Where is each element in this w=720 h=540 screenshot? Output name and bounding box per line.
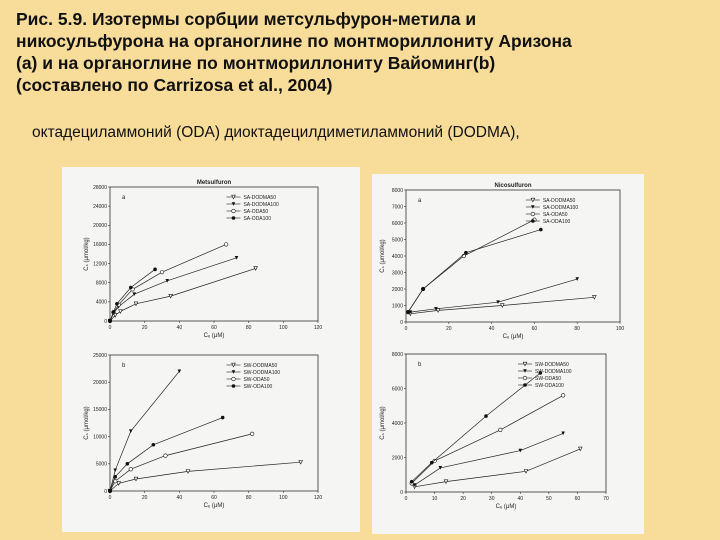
y-tick-label: 4000 [391, 420, 403, 427]
legend-entry: SW-ODA100 [535, 382, 564, 389]
series-line-SW-ODA50 [412, 395, 563, 483]
legend-entry: SA-ODA100 [542, 218, 571, 225]
panel-label: b [122, 363, 126, 369]
y-tick-label: 0 [400, 319, 403, 326]
y-tick-label: 0 [104, 318, 107, 325]
data-point-SA-ODA50 [160, 270, 164, 274]
charts-right-column [372, 174, 644, 534]
data-point-SA-ODA100 [129, 286, 133, 290]
x-tick-label: 0 [108, 325, 112, 331]
legend-entry: SW-DODMA100 [243, 369, 281, 376]
data-point-SA-ODA50 [224, 243, 228, 247]
legend-entry: SW-ODA50 [243, 376, 270, 383]
y-axis-label: Cₛ (μmol/kg) [380, 239, 386, 273]
series-line-SW-DODMA50 [110, 462, 301, 491]
x-tick-label: 60 [574, 496, 581, 502]
panel-label: a [122, 195, 126, 201]
x-axis-label: Cₑ (μM) [203, 503, 225, 509]
x-tick-label: 50 [546, 496, 552, 502]
plot-frame [110, 355, 318, 491]
data-point-SW-ODA50 [250, 432, 254, 436]
data-point-SW-ODA50 [498, 428, 502, 432]
chart-title: Metsulfuron [196, 180, 232, 186]
y-axis-label: Cₛ (μmol/kg) [84, 406, 90, 440]
x-tick-label: 40 [517, 496, 524, 502]
data-point-SW-ODA100 [152, 443, 156, 447]
x-tick-label: 60 [211, 495, 217, 501]
y-tick-label: 8000 [391, 351, 403, 358]
x-tick-label: 20 [141, 325, 148, 331]
y-tick-label: 28000 [93, 184, 107, 191]
plot-frame [406, 190, 620, 322]
y-tick-label: 8000 [391, 187, 403, 194]
y-tick-label: 12000 [93, 261, 107, 268]
data-point-SW-DODMA100 [129, 429, 133, 433]
data-point-SA-ODA100 [115, 302, 119, 306]
charts-left-column [62, 167, 360, 532]
x-tick-label: 20 [460, 496, 466, 502]
data-point-SW-ODA100 [221, 416, 225, 420]
x-tick-label: 80 [245, 495, 252, 501]
legend-entry: SW-DODMA50 [243, 362, 278, 369]
x-tick-label: 10 [431, 496, 438, 502]
x-tick-label: 60 [531, 326, 538, 332]
y-tick-label: 4000 [95, 299, 107, 306]
x-axis-label: Cₑ (μM) [502, 334, 524, 340]
caption-line-4: (составлено по Carrizosa et al., 2004) [16, 75, 333, 95]
y-tick-label: 8000 [95, 280, 107, 287]
legend-marker [232, 377, 236, 381]
data-point-SA-ODA100 [108, 319, 112, 323]
x-tick-label: 20 [141, 495, 148, 501]
data-point-SW-ODA100 [113, 475, 117, 479]
y-tick-label: 0 [400, 489, 403, 496]
legend-entry: SA-DODMA100 [243, 201, 279, 208]
y-tick-label: 15000 [93, 407, 107, 414]
y-axis-label: Cₛ (μmol/kg) [84, 237, 90, 271]
data-point-SA-ODA100 [112, 310, 116, 314]
data-point-SW-ODA50 [129, 467, 133, 471]
x-tick-label: 120 [313, 325, 323, 331]
chart-metsulfuron-a [84, 180, 322, 339]
legend-entry: SA-ODA100 [243, 215, 271, 222]
series-line-SW-DODMA100 [110, 371, 179, 491]
series-line-SA-DODMA50 [110, 268, 256, 321]
data-point-SW-ODA100 [108, 489, 112, 493]
y-tick-label: 1000 [391, 303, 403, 310]
data-point-SW-DODMA50 [578, 447, 582, 451]
data-point-SA-ODA100 [539, 228, 543, 232]
x-tick-label: 70 [603, 496, 609, 502]
y-tick-label: 7000 [391, 204, 403, 211]
legend-entry: SA-ODA50 [243, 208, 269, 215]
y-axis-label: Cₛ (μmol/kg) [380, 406, 386, 440]
legend-entry: SA-ODA50 [542, 211, 568, 218]
x-axis-label: Cₑ (μM) [495, 504, 517, 510]
y-tick-label: 10000 [93, 434, 107, 441]
y-tick-label: 16000 [93, 242, 107, 249]
caption-line-2: никосульфурона на органоглине по монтмориллониту Аризона [16, 31, 572, 51]
x-tick-label: 0 [108, 495, 112, 501]
data-point-SW-ODA100 [430, 461, 434, 465]
data-point-SW-ODA50 [561, 394, 565, 398]
y-tick-label: 6000 [391, 386, 403, 393]
y-tick-label: 2000 [391, 455, 403, 462]
data-point-SW-ODA100 [126, 462, 130, 466]
y-tick-label: 0 [104, 488, 107, 495]
y-tick-label: 2000 [391, 286, 403, 293]
y-tick-label: 5000 [95, 461, 107, 468]
scanned-figure-left [62, 167, 360, 532]
data-point-SA-ODA100 [406, 310, 410, 314]
legend-marker [232, 384, 236, 388]
y-tick-label: 20000 [93, 380, 107, 386]
legend-marker [523, 383, 527, 387]
y-tick-label: 3000 [391, 270, 403, 277]
scanned-figure-right [372, 174, 644, 534]
series-line-SA-ODA50 [408, 220, 534, 312]
legend-marker [232, 216, 236, 220]
legend-marker [531, 219, 535, 223]
legend-marker [531, 212, 535, 216]
x-tick-label: 40 [176, 325, 183, 331]
series-line-SA-ODA50 [110, 244, 226, 321]
chart-nicosulfuron-b [380, 352, 609, 510]
series-line-SW-DODMA100 [415, 433, 563, 485]
y-tick-label: 20000 [93, 223, 107, 230]
x-tick-label: 40 [488, 326, 495, 332]
x-tick-label: 100 [279, 325, 288, 331]
chart-nicosulfuron-a [380, 183, 624, 340]
plot-frame [406, 354, 606, 492]
plot-frame [110, 187, 318, 321]
legend-entry: SW-DODMA50 [535, 361, 569, 368]
x-tick-label: 120 [313, 495, 323, 501]
caption-line-1: Рис. 5.9. Изотермы сорбции метсульфурон-метила и [16, 9, 477, 29]
x-tick-label: 80 [574, 326, 580, 332]
y-tick-label: 5000 [391, 237, 403, 244]
chart-metsulfuron-b [84, 353, 322, 509]
legend-entry: SA-DODMA50 [542, 197, 576, 204]
data-point-SA-ODA100 [464, 251, 468, 255]
legend-entry: SW-DODMA100 [535, 368, 572, 375]
x-tick-label: 0 [404, 326, 408, 332]
legend-marker [523, 376, 527, 380]
panel-label: b [418, 362, 422, 368]
y-tick-label: 6000 [391, 220, 403, 227]
legend-entry: SA-DODMA50 [243, 194, 276, 201]
legend-entry: SA-DODMA100 [542, 204, 579, 211]
data-point-SW-ODA100 [484, 414, 488, 418]
data-point-SA-ODA100 [421, 287, 425, 291]
data-point-SW-DODMA100 [113, 469, 117, 473]
data-point-SW-ODA50 [164, 454, 168, 458]
data-point-SA-DODMA100 [575, 277, 579, 281]
series-line-SA-ODA100 [408, 230, 541, 313]
data-point-SW-DODMA100 [561, 432, 565, 436]
x-tick-label: 100 [615, 326, 625, 332]
y-tick-label: 25000 [93, 352, 107, 359]
y-tick-label: 4000 [391, 253, 403, 260]
caption-line-3: (а) и на органоглине по монтмориллониту Вайоминг(b) [16, 53, 496, 73]
x-tick-label: 40 [176, 495, 183, 501]
x-tick-label: 60 [211, 325, 217, 331]
series-line-SW-ODA100 [412, 373, 541, 482]
data-point-SW-ODA100 [410, 480, 414, 484]
data-point-SA-DODMA50 [254, 267, 258, 271]
x-tick-label: 100 [279, 495, 288, 501]
x-tick-label: 20 [446, 326, 452, 332]
abbreviation-legend: октадециламмоний (ODA) диоктадецилдиметиламмоний (DODMA), [32, 124, 520, 141]
series-line-SW-ODA50 [110, 434, 252, 491]
legend-entry: SW-ODA50 [535, 375, 562, 382]
panel-label: a [418, 198, 422, 204]
x-axis-label: Cₑ (μM) [203, 333, 225, 339]
x-tick-label: 80 [245, 325, 252, 331]
data-point-SA-DODMA100 [235, 256, 239, 260]
x-tick-label: 0 [404, 496, 408, 502]
x-tick-label: 30 [488, 496, 495, 502]
chart-title: Nicosulfuron [494, 183, 532, 189]
data-point-SA-DODMA100 [165, 279, 169, 283]
legend-entry: SW-ODA100 [243, 383, 273, 390]
legend-marker [232, 209, 236, 213]
figure-caption [16, 8, 706, 96]
y-tick-label: 24000 [93, 203, 107, 210]
data-point-SA-ODA100 [153, 268, 157, 272]
